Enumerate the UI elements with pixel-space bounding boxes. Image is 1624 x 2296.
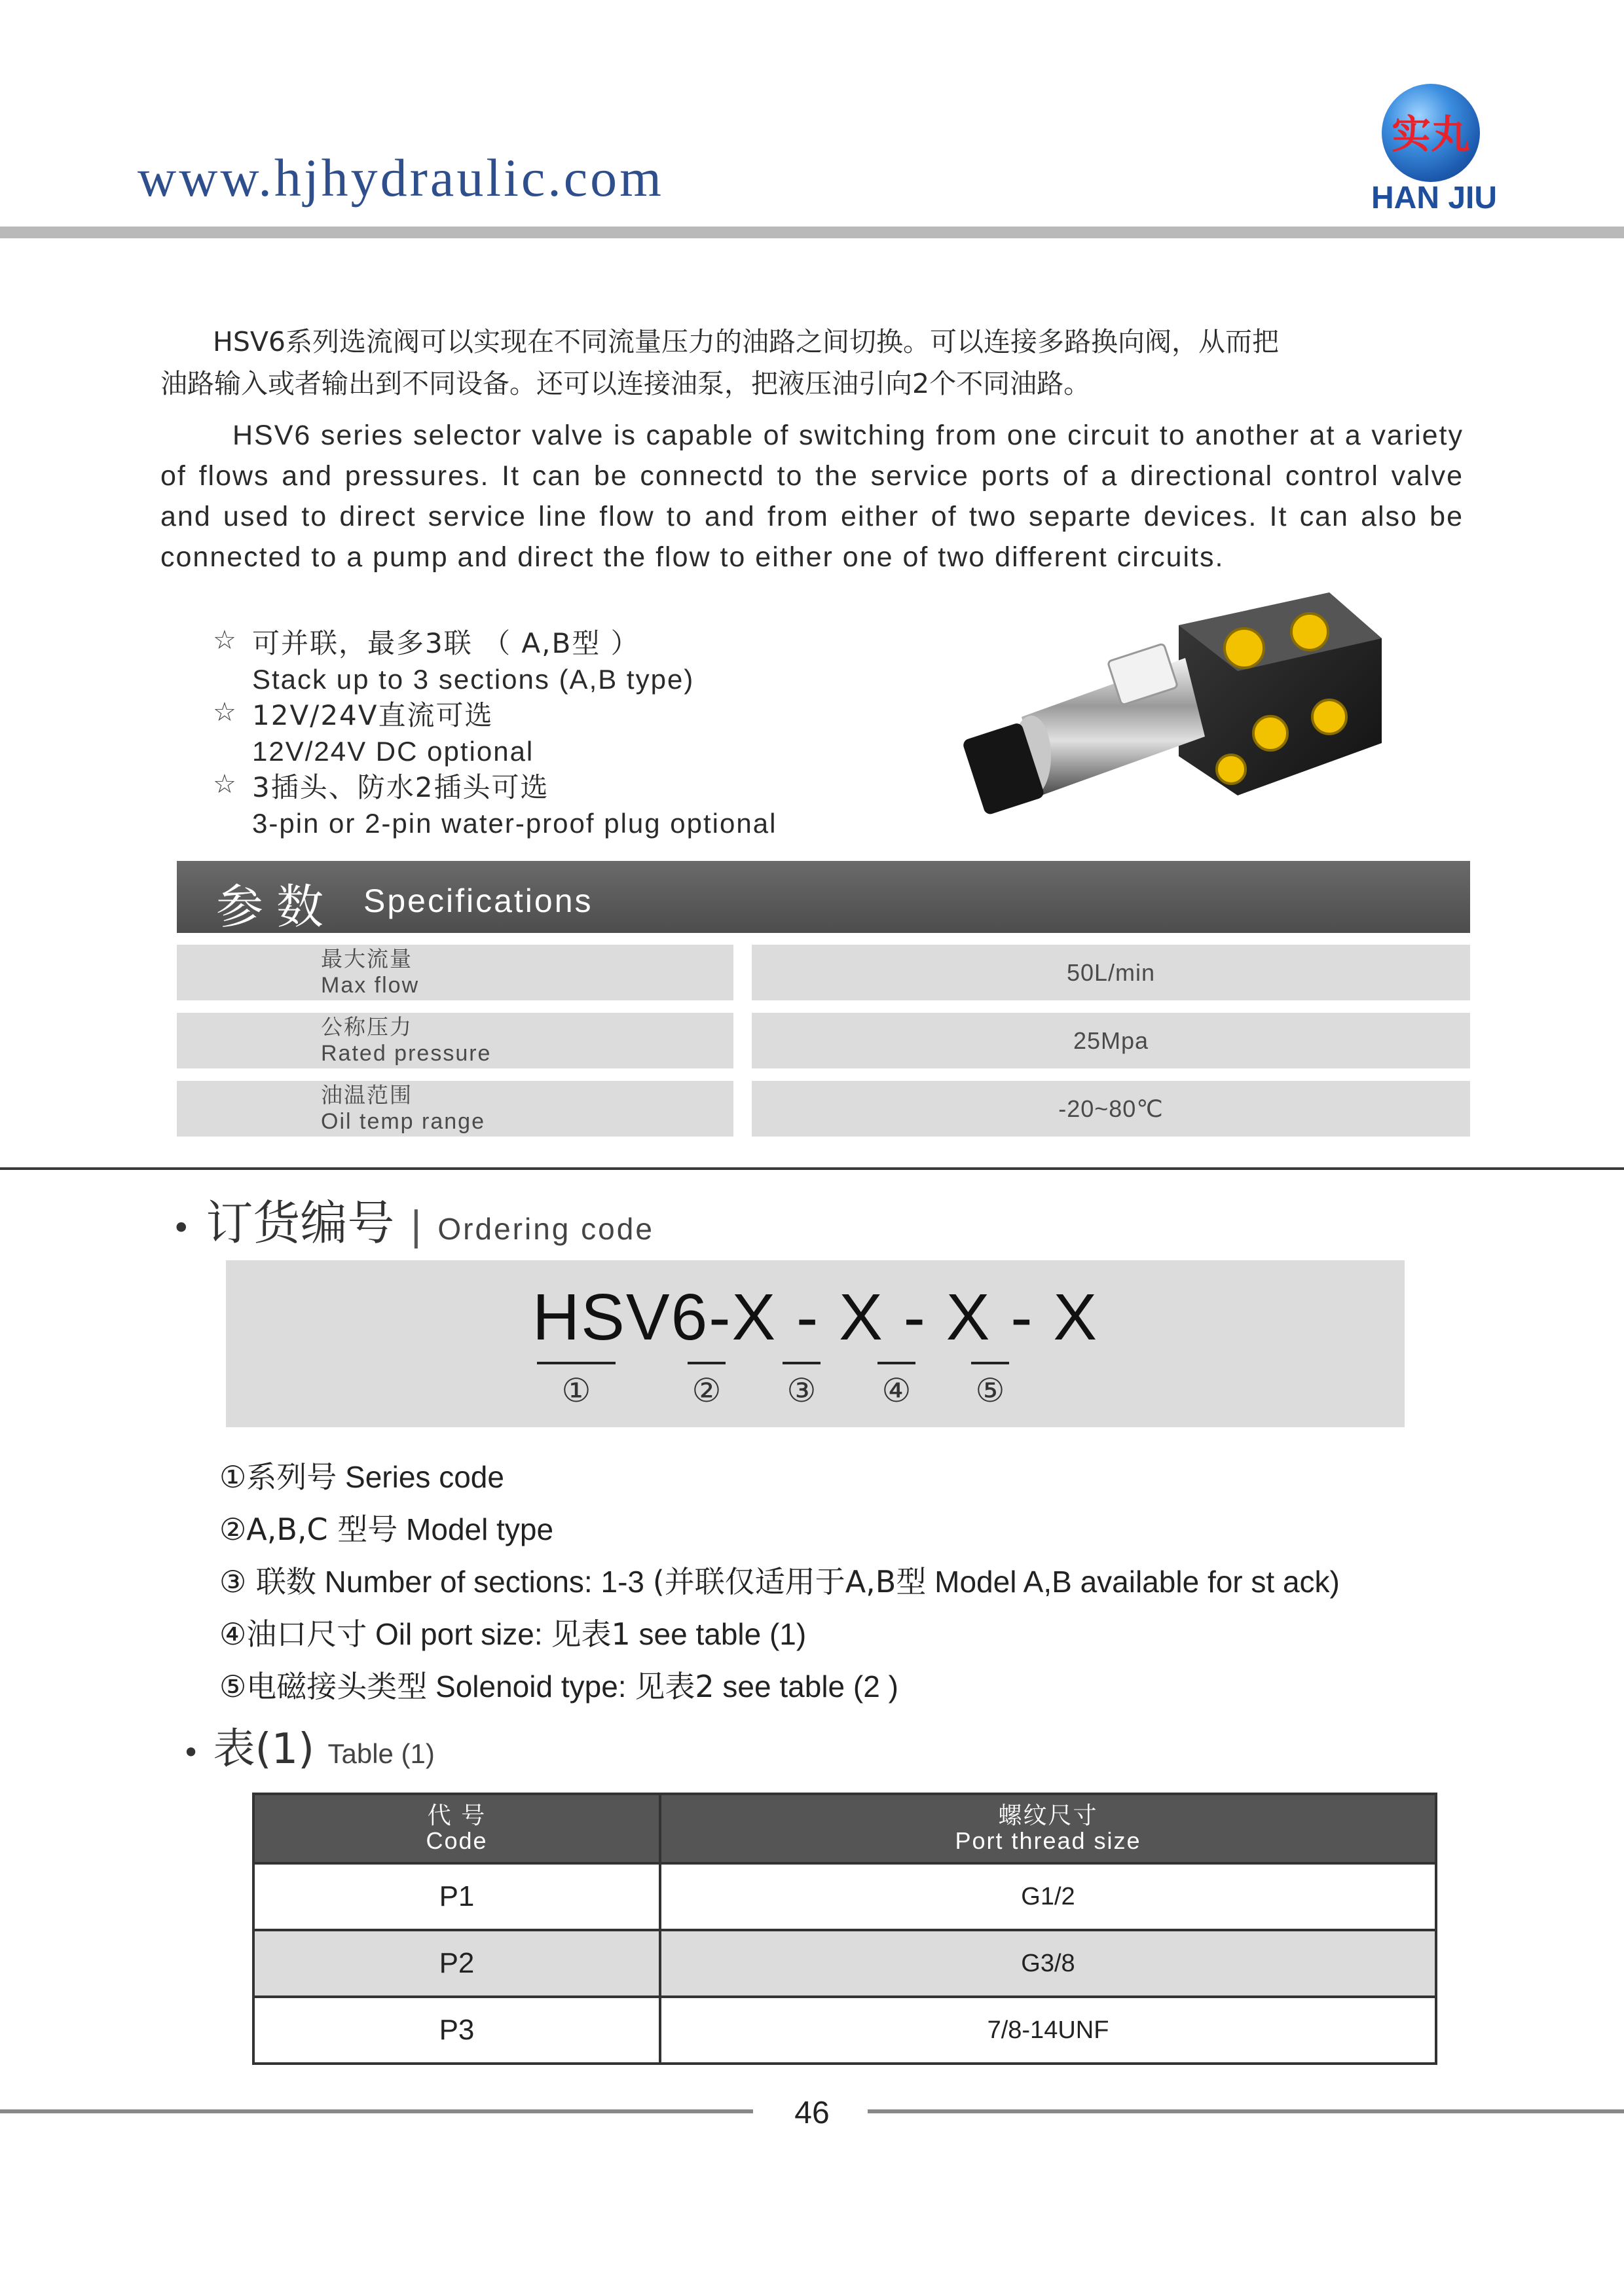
spec-value: 50L/min xyxy=(752,945,1470,1000)
ordering-title-en: Ordering code xyxy=(437,1212,654,1246)
star-icon: ☆ xyxy=(213,698,236,727)
intro-cn-line-1: HSV6系列选流阀可以实现在不同流量压力的油路之间切换。可以连接多路换向阀，从而把 xyxy=(213,326,1279,357)
cell-size: 7/8-14UNF xyxy=(660,1997,1436,2064)
intro-chinese xyxy=(160,321,1464,405)
ordering-title-cn: 订货编号 xyxy=(206,1195,395,1250)
port-size-table xyxy=(252,1793,1437,2065)
bullet-icon: • xyxy=(182,1735,200,1770)
brand-name: HAN JIU xyxy=(1371,181,1498,215)
spec-title-en: Specifications xyxy=(363,883,593,919)
spec-label-en: Oil temp range xyxy=(321,1109,485,1134)
spec-value: -20~80℃ xyxy=(752,1081,1470,1137)
ordering-item-4: ④油口尺寸 Oil port size: 见表1 see table (1) xyxy=(219,1616,807,1652)
feature-3-en: 3-pin or 2-pin water-proof plug optional xyxy=(252,808,777,839)
section-divider xyxy=(0,1167,1624,1170)
ordering-item-3: ③ 联数 Number of sections: 1-3 (并联仅适用于A,B型 Model A,B available for st ack) xyxy=(219,1564,1340,1599)
spec-label-cn: 公称压力 xyxy=(321,1014,413,1040)
marker-4: ④ xyxy=(881,1372,912,1410)
code-underline xyxy=(877,1362,915,1364)
logo-glyph: 实丸 xyxy=(1392,112,1470,158)
marker-3: ③ xyxy=(786,1372,817,1410)
feature-2-cn: 12V/24V直流可选 xyxy=(252,699,494,731)
feature-1-cn: 可并联，最多3联 （ A,B型 ） xyxy=(252,627,640,659)
intro-cn-line-2: 油路输入或者输出到不同设备。还可以连接油泵，把液压油引向2个不同油路。 xyxy=(160,368,1091,399)
spec-row-label xyxy=(177,945,733,1000)
ordering-code-pattern: HSV6-X - X - X - X xyxy=(532,1281,1099,1354)
cell-code: P2 xyxy=(253,1930,660,1997)
code-underline xyxy=(783,1362,821,1364)
star-icon: ☆ xyxy=(213,770,236,799)
spec-label-en: Rated pressure xyxy=(321,1041,492,1066)
table-row xyxy=(253,1997,1436,2064)
page-number: 46 xyxy=(794,2096,830,2130)
spec-row-label xyxy=(177,1013,733,1068)
spec-label-cn: 油温范围 xyxy=(321,1082,413,1108)
ordering-item-2: ②A,B,C 型号 Model type xyxy=(219,1512,554,1547)
specifications-header xyxy=(177,861,1470,933)
header-divider xyxy=(0,227,1624,238)
ordering-item-1: ①系列号 Series code xyxy=(219,1459,504,1495)
cell-size: G1/2 xyxy=(660,1863,1436,1930)
marker-2: ② xyxy=(692,1372,722,1410)
intro-english: HSV6 series selector valve is capable of switching from one circuit to another at a variety of flows and pressures. It can be connectd to the service ports of a directional control valve and used to direct service line flow to and from either of two separte devices. It can also be connected to a pump and direct the flow to either one of two different circuits. xyxy=(160,420,1464,573)
feature-2-en: 12V/24V DC optional xyxy=(252,736,534,767)
ordering-code-box xyxy=(226,1260,1405,1427)
selector-valve-product-image xyxy=(963,586,1408,841)
ordering-item-5: ⑤电磁接头类型 Solenoid type: 见表2 see table (2 ) xyxy=(219,1669,898,1704)
star-icon: ☆ xyxy=(213,626,236,655)
header-code: 代 号 Code xyxy=(253,1794,660,1863)
table-header-row xyxy=(253,1794,1436,1863)
globe-logo-icon xyxy=(1382,84,1480,182)
spec-value: 25Mpa xyxy=(752,1013,1470,1068)
spec-row-label xyxy=(177,1081,733,1137)
table-row xyxy=(253,1863,1436,1930)
ordering-code-title xyxy=(172,1185,654,1253)
header-port-thread-size: 螺纹尺寸 Port thread size xyxy=(660,1794,1436,1863)
cell-code: P3 xyxy=(253,1997,660,2064)
site-url[interactable]: www.hjhydraulic.com xyxy=(138,148,664,208)
feature-3-cn: 3插头、防水2插头可选 xyxy=(252,771,549,803)
footer-rule-right xyxy=(868,2109,1624,2113)
table-1-title-cn: 表(1) xyxy=(213,1725,315,1774)
table-1-title-en: Table (1) xyxy=(327,1738,435,1769)
code-underline xyxy=(688,1362,726,1364)
table-row xyxy=(253,1930,1436,1997)
cell-size: G3/8 xyxy=(660,1930,1436,1997)
footer-rule-left xyxy=(0,2109,753,2113)
spec-label-en: Max flow xyxy=(321,973,420,998)
cell-code: P1 xyxy=(253,1863,660,1930)
bullet-icon: • xyxy=(172,1209,191,1247)
table-1-title xyxy=(182,1715,435,1776)
title-divider: | xyxy=(409,1203,423,1249)
feature-1-en: Stack up to 3 sections (A,B type) xyxy=(252,664,695,695)
spec-title-cn: 参数 xyxy=(216,879,337,934)
code-underline xyxy=(971,1362,1009,1364)
spec-label-cn: 最大流量 xyxy=(321,946,413,972)
marker-1: ① xyxy=(561,1372,591,1410)
marker-5: ⑤ xyxy=(975,1372,1005,1410)
code-underline xyxy=(537,1362,616,1364)
